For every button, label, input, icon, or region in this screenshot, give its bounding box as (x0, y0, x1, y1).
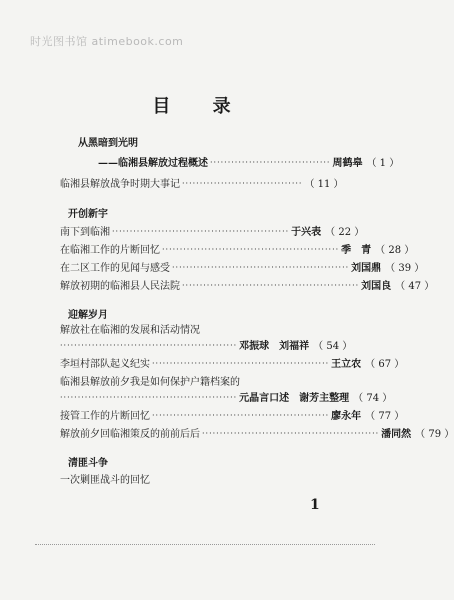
toc-entry-10[interactable] (60, 408, 405, 422)
leader-dots: ·································· (210, 158, 331, 167)
toc-entry-7[interactable] (60, 338, 353, 352)
section-heading-4: 清匪斗争 (68, 458, 108, 469)
section-heading-3: 迎解岁月 (68, 310, 108, 321)
leader-dots: ·················································· (60, 393, 238, 402)
section-heading-1: 从黑暗到光明 (78, 138, 138, 149)
entry-title: 南下到临湘 (60, 227, 110, 238)
entry-author: 廖永年 (331, 411, 362, 422)
entry-page: （ 39 ） (385, 263, 425, 274)
page-title: 目 录 (152, 96, 249, 117)
entry-author: 潘同然 (381, 429, 412, 440)
entry-page: （ 79 ） (415, 429, 454, 440)
entry-author: 王立农 (331, 359, 362, 370)
entry-title: ——临湘县解放过程概述 (98, 158, 208, 169)
entry-page: （ 67 ） (365, 359, 405, 370)
leader-dots: ·················································· (162, 245, 340, 254)
toc-entry-4[interactable] (60, 242, 415, 256)
leader-dots: ·················································· (172, 263, 350, 272)
leader-dots: ·································· (182, 179, 303, 188)
toc-entry-1[interactable] (98, 155, 400, 169)
toc-entry-6[interactable] (60, 278, 435, 292)
entry-title: 解放前夕回临湘策反的前前后后 (60, 429, 200, 440)
footer-divider (35, 544, 375, 551)
leader-dots: ·················································· (202, 429, 380, 438)
entry-author: 周鹤皋 (332, 158, 363, 169)
watermark: 时光图书馆 atimebook.com (30, 35, 184, 48)
toc-entry-8[interactable] (60, 356, 405, 370)
entry-author: 于兴表 (291, 227, 322, 238)
toc-entry-9-title[interactable] (60, 374, 240, 388)
entry-page: （ 22 ） (325, 227, 365, 238)
entry-title: 临湘县解放战争时期大事记 (60, 179, 180, 190)
toc-entry-9[interactable] (60, 390, 393, 404)
entry-title: 在二区工作的见闻与感受 (60, 263, 170, 274)
entry-author: 邓振球 刘福祥 (239, 341, 310, 352)
entry-page: （ 1 ） (366, 158, 400, 169)
entry-title: 接管工作的片断回忆 (60, 411, 150, 422)
section-heading-2: 开创新宇 (68, 209, 108, 220)
toc-entry-5[interactable] (60, 260, 425, 274)
leader-dots: ·················································· (152, 411, 330, 420)
entry-title: 解放初期的临湘县人民法院 (60, 281, 180, 292)
page-number: 1 (310, 497, 320, 513)
leader-dots: ·················································· (182, 281, 360, 290)
entry-page: （ 54 ） (313, 341, 353, 352)
entry-author: 刘国鼎 (351, 263, 382, 274)
toc-entry-12[interactable] (60, 472, 150, 486)
leader-dots: ·················································· (112, 227, 290, 236)
leader-dots: ·················································· (60, 341, 238, 350)
entry-page: （ 77 ） (365, 411, 405, 422)
entry-page: （ 11 ） (304, 179, 344, 190)
entry-title: 一次剿匪战斗的回忆 (60, 475, 150, 486)
entry-title: 在临湘工作的片断回忆 (60, 245, 160, 256)
entry-page: （ 28 ） (375, 245, 415, 256)
entry-page: （ 47 ） (395, 281, 435, 292)
toc-entry-3[interactable] (60, 224, 365, 238)
entry-author: 刘国良 (361, 281, 392, 292)
toc-entry-11[interactable] (60, 426, 454, 440)
entry-author: 元晶言口述 谢芳主整理 (239, 393, 350, 404)
toc-entry-7-title[interactable] (60, 322, 200, 336)
entry-page: （ 74 ） (353, 393, 393, 404)
toc-entry-2[interactable] (60, 176, 342, 190)
entry-title: 临湘县解放前夕我是如何保护户籍档案的 (60, 377, 240, 388)
entry-title: 解放社在临湘的发展和活动情况 (60, 325, 200, 336)
entry-author: 季 青 (341, 245, 372, 256)
leader-dots: ·················································· (152, 359, 330, 368)
entry-title: 李垣村部队起义纪实 (60, 359, 150, 370)
